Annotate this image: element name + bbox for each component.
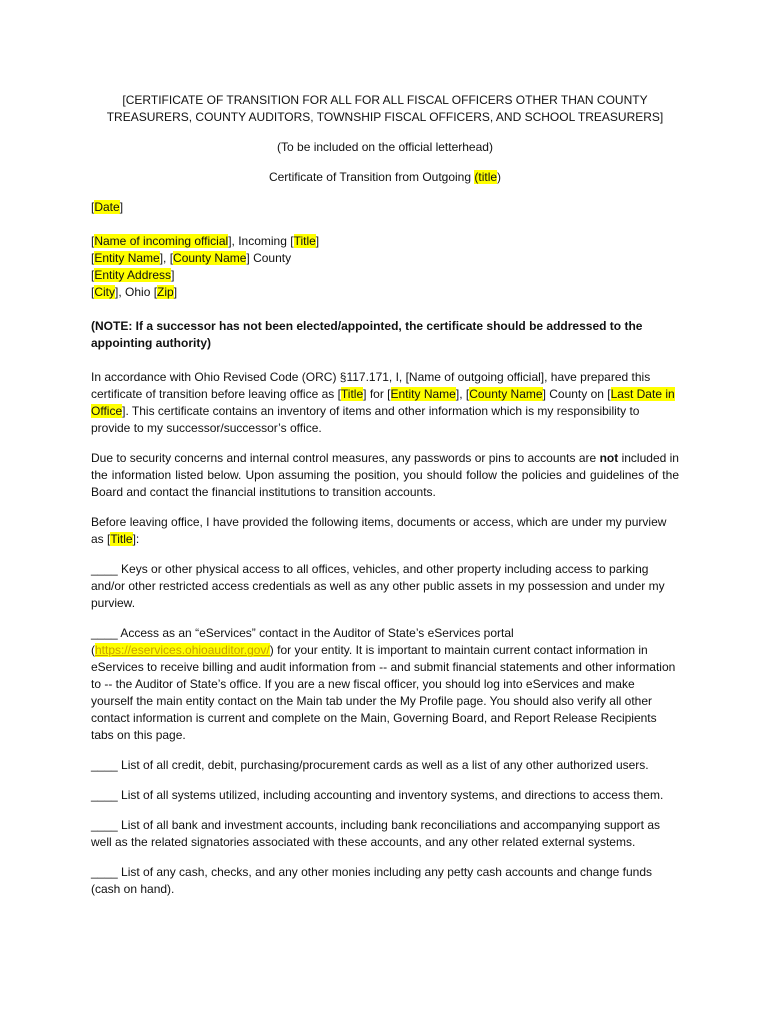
date-placeholder: Date <box>94 200 120 214</box>
address-line-1: [Name of incoming official], Incoming [Title] <box>91 234 320 248</box>
county-name-placeholder: County Name <box>173 251 247 265</box>
address-line-3: [Entity Address] <box>91 268 175 282</box>
subtitle-suffix: ) <box>497 170 502 184</box>
bracket-close: ] <box>119 200 124 214</box>
item2-text-a: ____ Access as an “eServices” contact in the Auditor of State’s eServices portal ( <box>91 626 514 657</box>
entity-name-placeholder: Entity Name <box>94 251 160 265</box>
date-line <box>91 199 679 216</box>
checklist-item-bank-accounts: ____ List of all bank and investment accounts, including bank reconciliations and accompanying support as well as the related signatories associated with these accounts, and any other related external systems. <box>91 818 661 849</box>
entity-address-placeholder: Entity Address <box>94 268 172 282</box>
checklist-item-cards: ____ List of all credit, debit, purchasing/procurement cards as well as a list of any other authorized users. <box>91 758 649 772</box>
successor-note: (NOTE: If a successor has not been elected/appointed, the certificate should be addressed to the appointing authority) <box>91 319 643 350</box>
checklist-item-eservices <box>91 625 679 744</box>
incoming-text: ], Incoming [ <box>228 234 294 248</box>
para2-bold-not: not <box>599 451 619 465</box>
city-placeholder: City <box>94 285 116 299</box>
para1-county-placeholder: County Name <box>469 387 543 401</box>
para1-last-date-placeholder: Last Date in Office <box>91 387 675 418</box>
eservices-link[interactable]: https://eservices.ohioauditor.gov/ <box>95 643 270 657</box>
orc-paragraph <box>91 369 679 437</box>
incoming-official-placeholder: Name of incoming official <box>94 234 229 248</box>
recipient-address-block <box>91 233 679 301</box>
para3-title-placeholder: Title <box>110 532 133 546</box>
zip-placeholder: Zip <box>157 285 174 299</box>
purview-paragraph <box>91 514 679 548</box>
ohio-text: ], Ohio [ <box>115 285 158 299</box>
checklist-item-cash: ____ List of any cash, checks, and any other monies including any petty cash accounts and change funds (cash on hand). <box>91 865 653 896</box>
para1-text-a: In accordance with Ohio Revised Code (ORC) §117.171, I, [Name of outgoing official], have prepared this certificate of transition before leaving office as [ <box>91 370 651 401</box>
certificate-subtitle <box>91 169 679 186</box>
para1-entity-placeholder: Entity Name <box>390 387 456 401</box>
para1-text-e: ]. This certificate contains an inventory of items and other information which is my responsibility to provide to my successor/successor’s office. <box>91 404 640 435</box>
county-text: ] County <box>246 251 292 265</box>
para1-title-placeholder: Title <box>340 387 364 401</box>
para1-text-b: ] for [ <box>363 387 391 401</box>
para2-text-b: included in the information listed below. Upon assuming the position, you should follow the policies and guidelines of the Board and contact the financial institutions to transition accounts. <box>91 451 679 499</box>
checklist-item-keys: ____ Keys or other physical access to all offices, vehicles, and other property including access to parking and/or other restricted access credentials as well as any other public assets in my possession and under my purview. <box>91 562 665 610</box>
document-heading <box>91 92 679 126</box>
para1-text-c: ], [ <box>455 387 470 401</box>
item2-text-b: ) for your entity. It is important to maintain current contact information in eServices to receive billing and audit information from -- and submit financial statements and other information to -- the Auditor of State’s office. If you are a new fiscal officer, you should log into eServices and make yourself the main entity contact on the Main tab under the My Profile page. You should also verify all other contact information is current and complete on the Main, Governing Board, and Report Release Recipients tabs on this page. <box>91 643 676 742</box>
para2-text-a: Due to security concerns and internal control measures, any passwords or pins to accounts are <box>91 451 600 465</box>
security-paragraph <box>91 450 679 501</box>
bracket-open: [ <box>91 200 95 214</box>
heading-line-1: [CERTIFICATE OF TRANSITION FOR ALL FOR ALL FISCAL OFFICERS OTHER THAN COUNTY <box>122 93 648 107</box>
para3-text-b: ]: <box>132 532 140 546</box>
subtitle-title-placeholder: (title <box>474 170 498 184</box>
address-line-4: [City], Ohio [Zip] <box>91 285 178 299</box>
comma-bracket: ], [ <box>159 251 174 265</box>
para3-text-a: Before leaving office, I have provided the following items, documents or access, which are under my purview as [ <box>91 515 667 546</box>
document-body <box>91 92 679 898</box>
para1-text-d: ] County on [ <box>542 387 611 401</box>
letterhead-note: (To be included on the official letterhead) <box>277 140 493 154</box>
incoming-title-placeholder: Title <box>293 234 316 248</box>
checklist-item-systems: ____ List of all systems utilized, including accounting and inventory systems, and directions to access them. <box>91 788 664 802</box>
address-line-2: [Entity Name], [County Name] County <box>91 251 292 265</box>
heading-line-2: TREASURERS, COUNTY AUDITORS, TOWNSHIP FISCAL OFFICERS, AND SCHOOL TREASURERS] <box>106 110 664 124</box>
subtitle-prefix: Certificate of Transition from Outgoing <box>268 170 475 184</box>
